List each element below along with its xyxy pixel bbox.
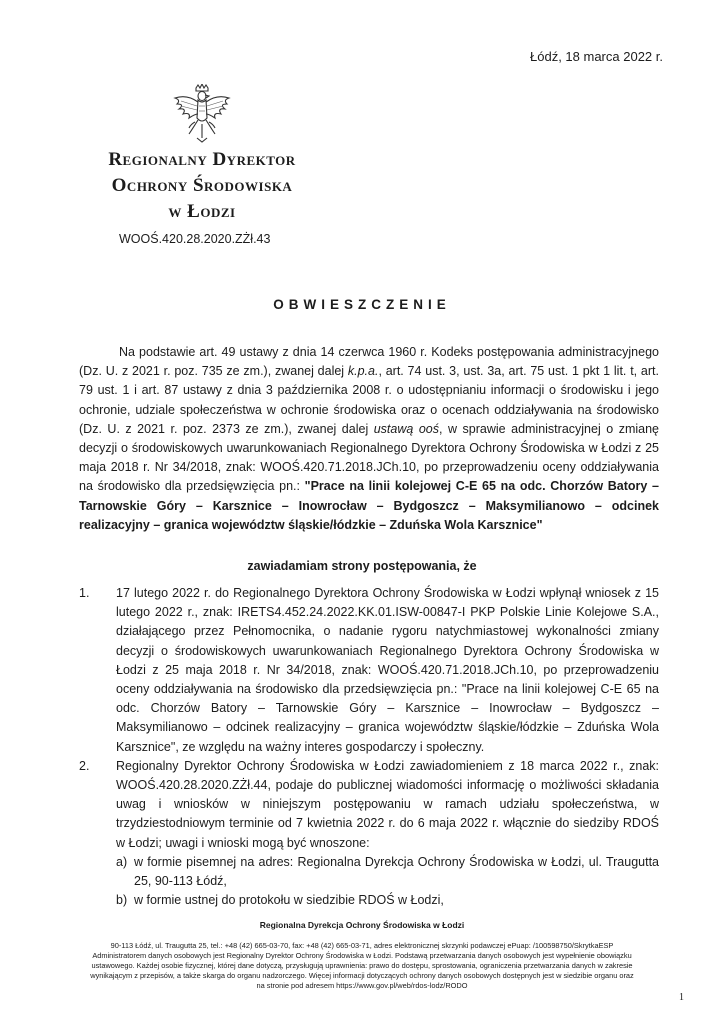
sub-list-item [116, 891, 659, 910]
sub-item-letter: b) [116, 893, 128, 908]
list-item [79, 757, 659, 911]
list-item-number: 2. [79, 758, 90, 773]
sub-item-text: w formie pisemnej na adres: Regionalna Dyrekcja Ochrony Środowiska w Łodzi, ul. Traugutta 25, 90-113 Łódź, [134, 854, 659, 889]
notification-heading: zawiadamiam strony postępowania, że [247, 559, 477, 573]
list-item [79, 584, 659, 757]
project-name: "Prace na linii kolejowej C-E 65 na odc. Chorzów Batory – Tarnowskie Góry – Karsznice – Inowrocław – Bydgoszcz – Maksymilianowo – odcinek realizacyjny – granica województw śląskie/łódzkie – Zduńska Wola Karsznice" [79, 479, 659, 532]
authority-line-1: Regionalny Dyrektor [108, 149, 296, 170]
authority-line-3: w Łodzi [168, 201, 236, 222]
sub-list-item [116, 853, 659, 891]
intro-text-1: Na podstawie art. 49 ustawy z dnia 14 czerwca 1960 r. Kodeks postępowania administracyjnego (Dz. U. z 2021 r. poz. 735 ze zm.), zwanej dalej [79, 345, 659, 379]
sub-item-letter: a) [116, 854, 128, 869]
intro-paragraph [79, 343, 659, 535]
page-number: 1 [679, 992, 684, 1003]
document-title: OBWIESZCZENIE [273, 297, 451, 312]
footer-title: Regionalna Dyrekcja Ochrony Środowiska w Łodzi [259, 920, 465, 930]
points-list [79, 584, 659, 910]
document-date: Łódź, 18 marca 2022 r. [530, 49, 663, 64]
sub-list [116, 853, 659, 911]
intro-kpa: k.p.a. [347, 364, 379, 379]
list-item-text: 17 lutego 2022 r. do Regionalnego Dyrektora Ochrony Środowiska w Łodzi wpłynął wniosek z 15 lutego 2022 r., znak: IRETS4.452.24.2022.KK.01.ISW-00847-I PKP Polskie Linie Kolejowe S.A., działającego przez Pełnomocnika, o nadanie rygoru natychmiastowej wykonalności zmiany decyzji o środowiskowych uwarunkowaniach Regionalnego Dyrektora Ochrony Środowiska w Łodzi z 25 maja 2018 r. Nr 34/2018, znak: WOOŚ.420.71.2018.JCh.10, po przeprowadzeniu oceny oddziaływania na środowisko dla przedsięwzięcia pn.: "Prace na linii kolejowej C-E 65 na odc. Chorzów Batory – Tarnowskie Góry – Karsznice – Inowrocław – Bydgoszcz – Maksymilianowo – odcinek realizacyjny – granica województw śląskie/łódzkie – Zduńska Wola Karsznice", ze względu na ważny interes gospodarczy i społeczny. [116, 586, 659, 754]
list-item-number: 1. [79, 586, 90, 600]
reference-number: WOOŚ.420.28.2020.ZŻł.43 [119, 232, 271, 246]
list-item-text: Regionalny Dyrektor Ochrony Środowiska w Łodzi zawiadomieniem z 18 marca 2022 r., znak: WOOŚ.420.28.2020.ZŻł.44, podaje do publicznej wiadomości informację o możliwości składania uwag i wniosków w niniejszym postępowaniu w ramach udziału społeczeństwa, w trzydziestodniowym terminie od 7 kwietnia 2022 r. do 6 maja 2022 r. włącznie do siedziby RDOŚ w Łodzi; uwagi i wnioski mogą być wnoszone: [116, 758, 659, 850]
intro-oos: ustawą ooś [373, 421, 440, 436]
authority-line-2: Ochrony Środowiska [111, 175, 293, 196]
footer-text: 90-113 Łódź, ul. Traugutta 25, tel.: +48 (42) 665-03-70, fax: +48 (42) 665-03-71, adres elektronicznej skrzynki podawczej ePuap: /100598750/SkrytkaESP Administratorem danych osobowych jest Regionalny Dyrektor Ochrony Środowiska w Łodzi. Podstawą przetwarzania danych osobowych jest wypełnienie obowiązku ustawowego. Każdej osobie fizycznej, której dane dotyczą, przysługują uprawnienia: prawo do dostępu, sprostowania, ograniczenia przetwarzania danych w zakresie wynikającym z przepisów, a także skarga do organu nadzorczego. Więcej informacji dotyczących ochrony danych osobowych dostępnych jest w siedzibie organu oraz na stronie pod adresem https://www.gov.pl/web/rdos-lodz/RODO [90, 941, 634, 990]
sub-item-text: w formie ustnej do protokołu w siedzibie RDOŚ w Łodzi, [134, 893, 444, 908]
intro-text-3: , w sprawie administracyjnej o zmianę decyzji o środowiskowych uwarunkowaniach Regionalnego Dyrektora Ochrony Środowiska w Łodzi z 25 maja 2018 r. Nr 34/2018, znak: WOOŚ.420.71.2018.JCh.10, po przeprowadzeniu oceny oddziaływania na środowisko dla przedsięwzięcia pn.: [79, 421, 659, 494]
eagle-emblem-icon [171, 84, 233, 144]
issuing-authority [0, 147, 404, 225]
intro-text-2: , art. 74 ust. 3, ust. 3a, art. 75 ust. 1 pkt 1 lit. t, art. 79 ust. 1 i art. 87 ustawy z dnia 3 października 2008 r. o udostępnianiu informacji o środowisku i jego ochronie, udziale społeczeństwa w ochronie środowiska oraz o ocenach oddziaływania na środowisko (Dz. U. z 2021 r. poz. 2373 ze zm.), zwanej dalej [79, 364, 659, 436]
